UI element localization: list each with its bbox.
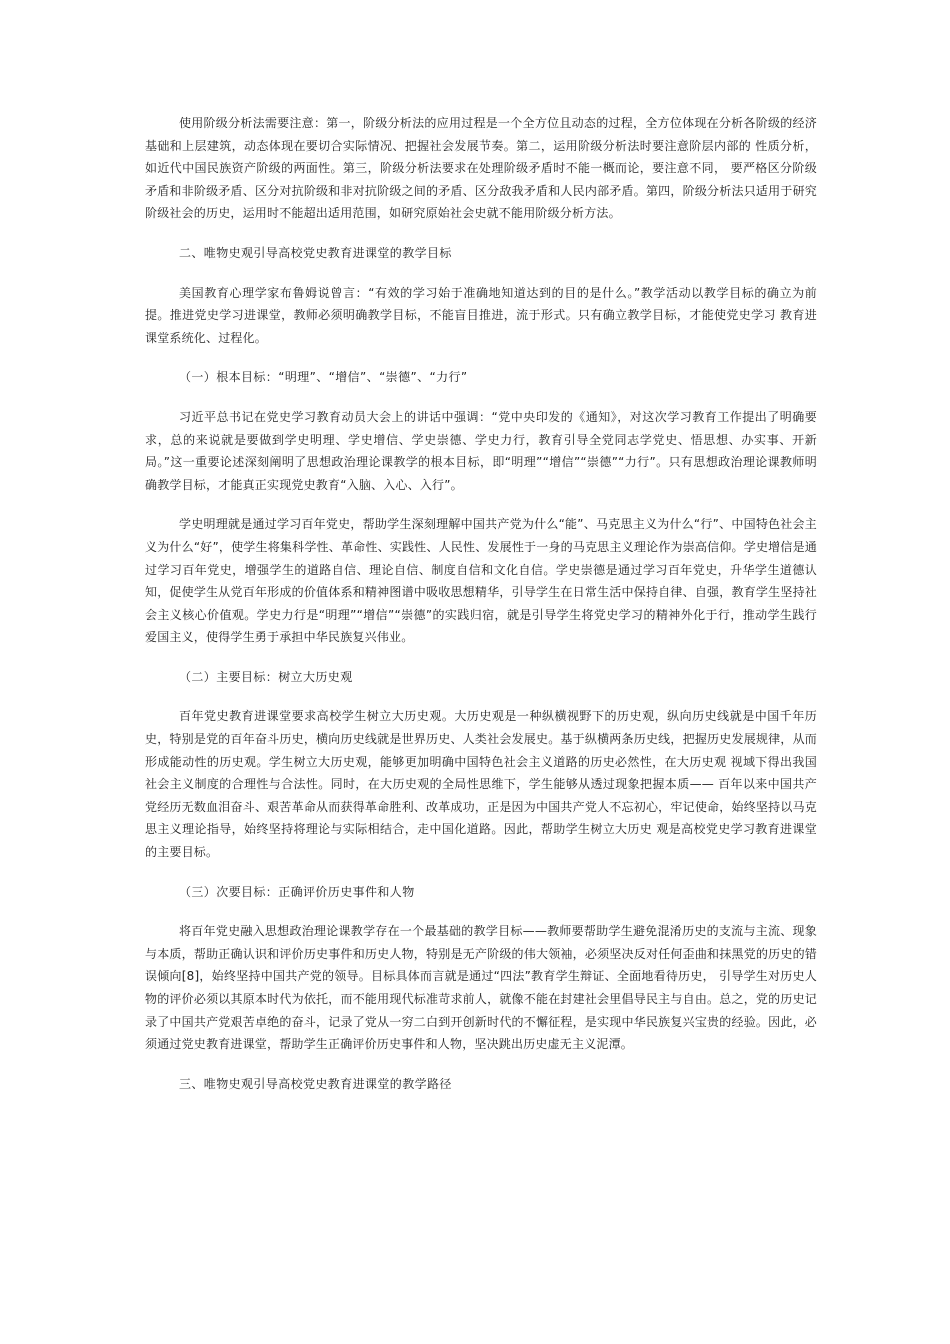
document-page [145,112,817,1095]
subsection-heading-three: （三）次要目标：正确评价历史事件和人物 [179,884,415,899]
section-heading-three: 三、唯物史观引导高校党史教育进课堂的教学路径 [179,1076,452,1091]
subsection-heading-two: （二）主要目标：树立大历史观 [179,669,353,684]
paragraph-bloom-quote: 美国教育心理学家布鲁姆说曾言：“有效的学习始于准确地知道达到的目的是什么。”教学活动以教学目标的确立为前提。推进党史学习进课堂，教师必须明确教学目标，不能盲目推进，流于形式。只有确立教学目标，才能使党史学习 教育进课堂系统化、过程化。 [145,285,817,345]
subsection-heading-one: （一）根本目标：“明理”、“增信”、“崇德”、“力行” [179,370,468,385]
section-heading-two: 二、唯物史观引导高校党史教育进课堂的教学目标 [179,245,452,260]
paragraph-xi-speech: 习近平总书记在党史学习教育动员大会上的讲话中强调：“党中央印发的《通知》，对这次学习教育工作提出了明确要求，总的来说就是要做到学史明理、学史增信、学史崇德、学史力行，教育引导全党同志学党史、悟思想、办实事、开新局。”这一重要论述深刻阐明了思想政治理论课教学的根本目标，即“明理”“增信”“崇德”“力行”。只有思想政治理论课教师明确教学目标，才能真正实现党史教育“入脑、入心、入行”。 [145,409,817,492]
paragraph-grand-history-view: 百年党史教育进课堂要求高校学生树立大历史观。大历史观是一种纵横视野下的历史观，纵向历史线就是中国千年历史，特别是党的百年奋斗历史，横向历史线就是世界历史、人类社会发展史。基于纵横两条历史线，把握历史发展规律，从而形成能动性的历史观。学生树立大历史观，能够更加明确中国特色社会主义道路的历史必然性，在大历史观 视域下得出我国社会主义制度的合理性与合法性。同时，在大历史观的全局性思维下，学生能够从透过现象把握本质—— 百年以来中国共产党经历无数血泪奋斗、艰苦革命从而获得革命胜利、改革成功，正是因为中国共产党人不忘初心，牢记使命，始终坚持以马克思主义理论指导，始终坚持将理论与实际相结合，走中国化道路。因此，帮助学生树立大历史 观是高校党史学习教育进课堂的主要目标。 [145,709,817,860]
paragraph-four-goals: 学史明理就是通过学习百年党史，帮助学生深刻理解中国共产党为什么“能”、马克思主义为什么“行”、中国特色社会主义为什么“好”，使学生将集科学性、革命性、实践性、人民性、发展性于一身的马克思主义理论作为崇高信仰。学史增信是通过学习百年党史，增强学生的道路自信、理论自信、制度自信和文化自信。学史崇德是通过学习百年党史，升华学生道德认知，促使学生从党百年形成的价值体系和精神图谱中吸收思想精华，引导学生在日常生活中保持自律、自强，教育学生坚持社会主义核心价值观。学史力行是“明理”“增信”“崇德”的实践归宿，就是引导学生将党史学习的精神外化于行，推动学生践行爱国主义，使得学生勇于承担中华民族复兴伟业。 [145,517,817,645]
paragraph-class-analysis-notes: 使用阶级分析法需要注意：第一，阶级分析法的应用过程是一个全方位且动态的过程，全方位体现在分析各阶级的经济基础和上层建筑，动态体现在要切合实际情况、把握社会发展节奏。第二，运用阶级分析法时要注意阶层内部的 性质分析，如近代中国民族资产阶级的两面性。第三，阶级分析法要求在处理阶级矛盾时不能一概而论，要注意不同， 要严格区分阶级矛盾和非阶级矛盾、区分对抗阶级和非对抗阶级之间的矛盾、区分敌我矛盾和人民内部矛盾。第四，阶级分析法只适用于研究阶级社会的历史，运用时不能超出适用范围，如研究原始社会史就不能用阶级分析方法。 [145,116,817,221]
paragraph-evaluate-history: 将百年党史融入思想政治理论课教学存在一个最基础的教学目标——教师要帮助学生避免混淆历史的支流与主流、现象与本质，帮助正确认识和评价历史事件和历史人物，特别是无产阶级的伟大领袖，必须坚决反对任何歪曲和抹黑党的历史的错误倾向[8]，始终坚持中国共产党的领导。目标具体而言就是通过“四法”教育学生辩证、全面地看待历史， 引导学生对历史人物的评价必须以其原本时代为依托，而不能用现代标准苛求前人，就像不能在封建社会里倡导民主与自由。总之，党的历史记录了中国共产党艰苦卓绝的奋斗，记录了党从一穷二白到开创新时代的不懈征程，是实现中华民族复兴宝贵的经验。因此，必须通过党史教育进课堂，帮助学生正确评价历史事件和人物，坚决跳出历史虚无主义泥潭。 [145,924,817,1052]
